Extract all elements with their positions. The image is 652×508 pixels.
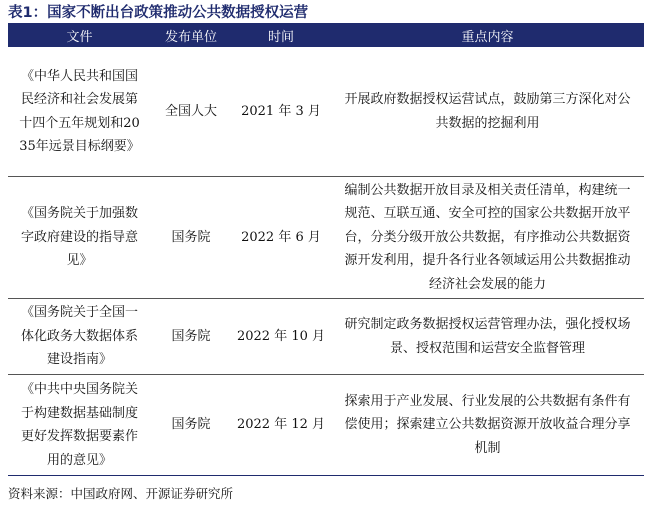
table-row <box>8 375 644 476</box>
cell-time: 2021 年 3 月 <box>231 47 331 177</box>
cell-time: 2022 年 6 月 <box>231 177 331 299</box>
table-title: 表1：国家不断出台政策推动公共数据授权运营 <box>8 5 309 21</box>
source-note: 资料来源：中国政府网、开源证券研究所 <box>8 486 234 501</box>
cell-document: 《中华人民共和国国民经济和社会发展第十四个五年规划和2035年远景目标纲要》 <box>8 47 151 177</box>
table-row <box>8 47 644 177</box>
cell-document: 《国务院关于全国一体化政务大数据体系建设指南》 <box>8 299 151 375</box>
header-time: 时间 <box>231 23 331 47</box>
cell-time: 2022 年 12 月 <box>231 375 331 476</box>
cell-content: 探索用于产业发展、行业发展的公共数据有条件有偿使用；探索建立公共数据资源开放收益合理分享机制 <box>331 375 644 476</box>
cell-publisher: 国务院 <box>151 299 231 375</box>
cell-publisher: 全国人大 <box>151 47 231 177</box>
cell-document: 《国务院关于加强数字政府建设的指导意见》 <box>8 177 151 299</box>
table-row <box>8 177 644 299</box>
cell-content: 编制公共数据开放目录及相关责任清单，构建统一规范、互联互通、安全可控的国家公共数据开放平台，分类分级开放公共数据，有序推动公共数据资源开发利用，提升各行业各领域运用公共数据推动经济社会发展的能力 <box>331 177 644 299</box>
cell-publisher: 国务院 <box>151 177 231 299</box>
policy-table <box>8 23 644 476</box>
header-publisher: 发布单位 <box>151 23 231 47</box>
cell-content: 研究制定政务数据授权运营管理办法，强化授权场景、授权范围和运营安全监督管理 <box>331 299 644 375</box>
cell-document: 《中共中央国务院关于构建数据基础制度更好发挥数据要素作用的意见》 <box>8 375 151 476</box>
cell-publisher: 国务院 <box>151 375 231 476</box>
cell-time: 2022 年 10 月 <box>231 299 331 375</box>
table-row <box>8 299 644 375</box>
cell-content: 开展政府数据授权运营试点，鼓励第三方深化对公共数据的挖掘利用 <box>331 47 644 177</box>
header-content: 重点内容 <box>331 23 644 47</box>
table-header-row <box>8 23 644 47</box>
header-document: 文件 <box>8 23 151 47</box>
